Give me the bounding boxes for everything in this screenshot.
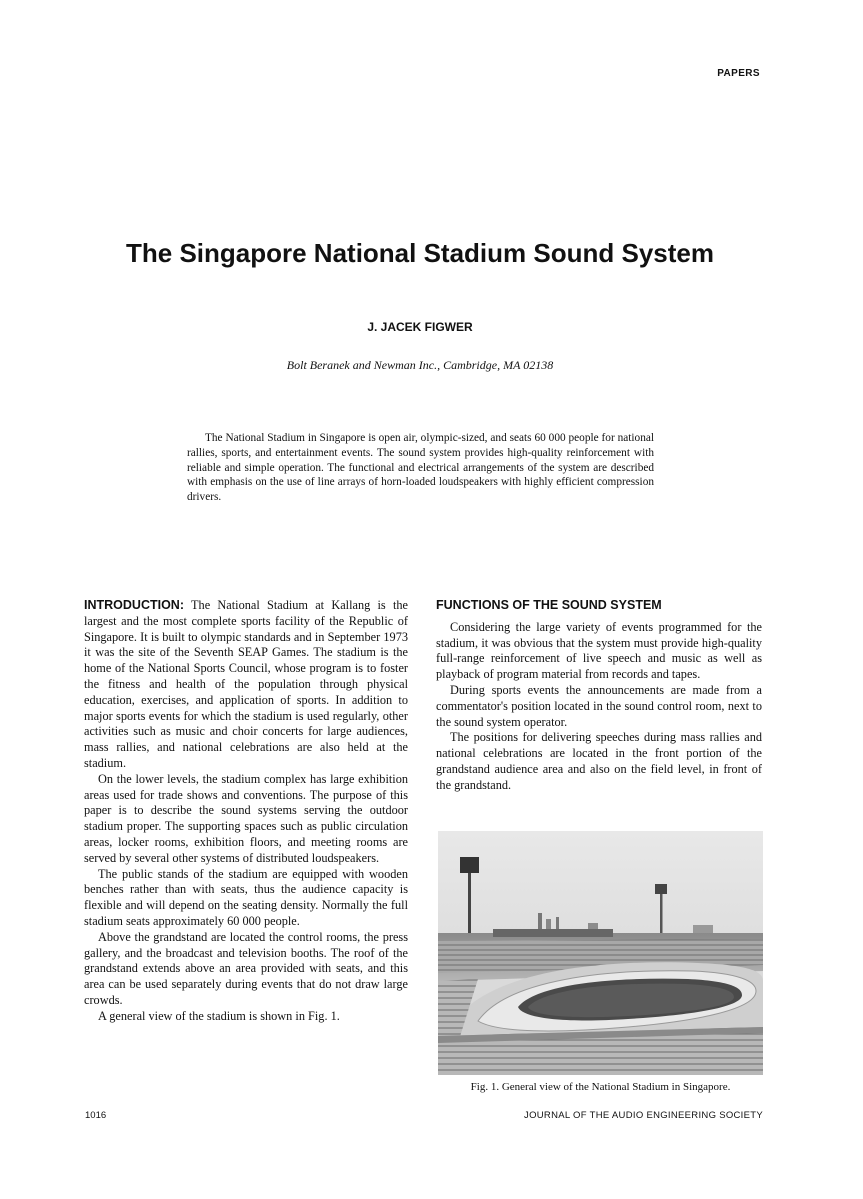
- abstract-text: The National Stadium in Singapore is open air, olympic-sized, and seats 60 000 people for national rallies, sports, and entertainment events. The sound system provides high-quality reinforcement with reliable and simple operation. The functional and electrical arrangements of the system are described with emphasis on the use of line arrays of horn-loaded loudspeakers with highly efficient compression drivers.: [187, 432, 654, 504]
- intro-paragraph-1-text: The National Stadium at Kallang is the largest and the most complete sports facility of the Republic of Singapore. It is built to olympic standards and in September 1973 it was the site of the Seventh SEAP Games. The stadium is the home of the National Sports Council, whose program is to foster the fitness and health of the population through physical education, exercises, and application of sports. In addition to major sports events for which the stadium is used regularly, other activities such as music and choir concerts for large audiences, mass rallies, and national celebrations are also held at the stadium.: [84, 598, 408, 770]
- right-column: [436, 598, 762, 794]
- author-name: J. JACEK FIGWER: [367, 320, 473, 334]
- functions-paragraph-2: During sports events the announcements are made from a commentator's position located in the sound control room, next to the sound system operator.: [436, 682, 762, 729]
- left-column: [84, 598, 408, 1025]
- functions-paragraph-1: Considering the large variety of events programmed for the stadium, it was obvious that the system must provide high-quality full-range reinforcement of live speech and music as well as playback of program material from records and tapes.: [436, 619, 762, 682]
- intro-paragraph-3: The public stands of the stadium are equipped with wooden benches rather than with seats, thus the audience capacity is flexible and will depend on the seating density. Normally the full stadium seats approximately 60 000 people.: [84, 866, 408, 928]
- intro-paragraph-1: [84, 598, 408, 772]
- functions-heading: FUNCTIONS OF THE SOUND SYSTEM: [436, 598, 662, 612]
- abstract: [187, 431, 654, 505]
- page-number: 1016: [85, 1110, 107, 1121]
- functions-paragraph-3: The positions for delivering speeches during mass rallies and national celebrations are located in the front portion of the grandstand audience area and also on the field level, in front of the grandstand.: [436, 730, 762, 792]
- intro-heading: INTRODUCTION:: [84, 598, 184, 612]
- figure-caption: Fig. 1. General view of the National Stadium in Singapore.: [470, 1081, 731, 1093]
- intro-paragraph-5: A general view of the stadium is shown in Fig. 1.: [98, 1008, 340, 1023]
- author-affiliation: Bolt Beranek and Newman Inc., Cambridge, MA 02138: [286, 358, 554, 372]
- intro-paragraph-2: On the lower levels, the stadium complex has large exhibition areas used for trade shows and conventions. The purpose of this paper is to describe the sound systems serving the outdoor stadium proper. The supporting spaces such as public circulation areas, locker rooms, exhibition floors, and meeting rooms are served by several other systems of distributed loudspeakers.: [84, 771, 408, 865]
- stadium-photo: [438, 831, 763, 1075]
- running-header: PAPERS: [717, 68, 760, 79]
- paper-title: The Singapore National Stadium Sound System: [126, 238, 714, 268]
- intro-paragraph-4: Above the grandstand are located the control rooms, the press gallery, and the broadcast and television booths. The roof of the grandstand extends above an area provided with seats, and this area can be used separately during events that do not draw large crowds.: [84, 929, 408, 1007]
- journal-name: JOURNAL OF THE AUDIO ENGINEERING SOCIETY: [524, 1110, 763, 1121]
